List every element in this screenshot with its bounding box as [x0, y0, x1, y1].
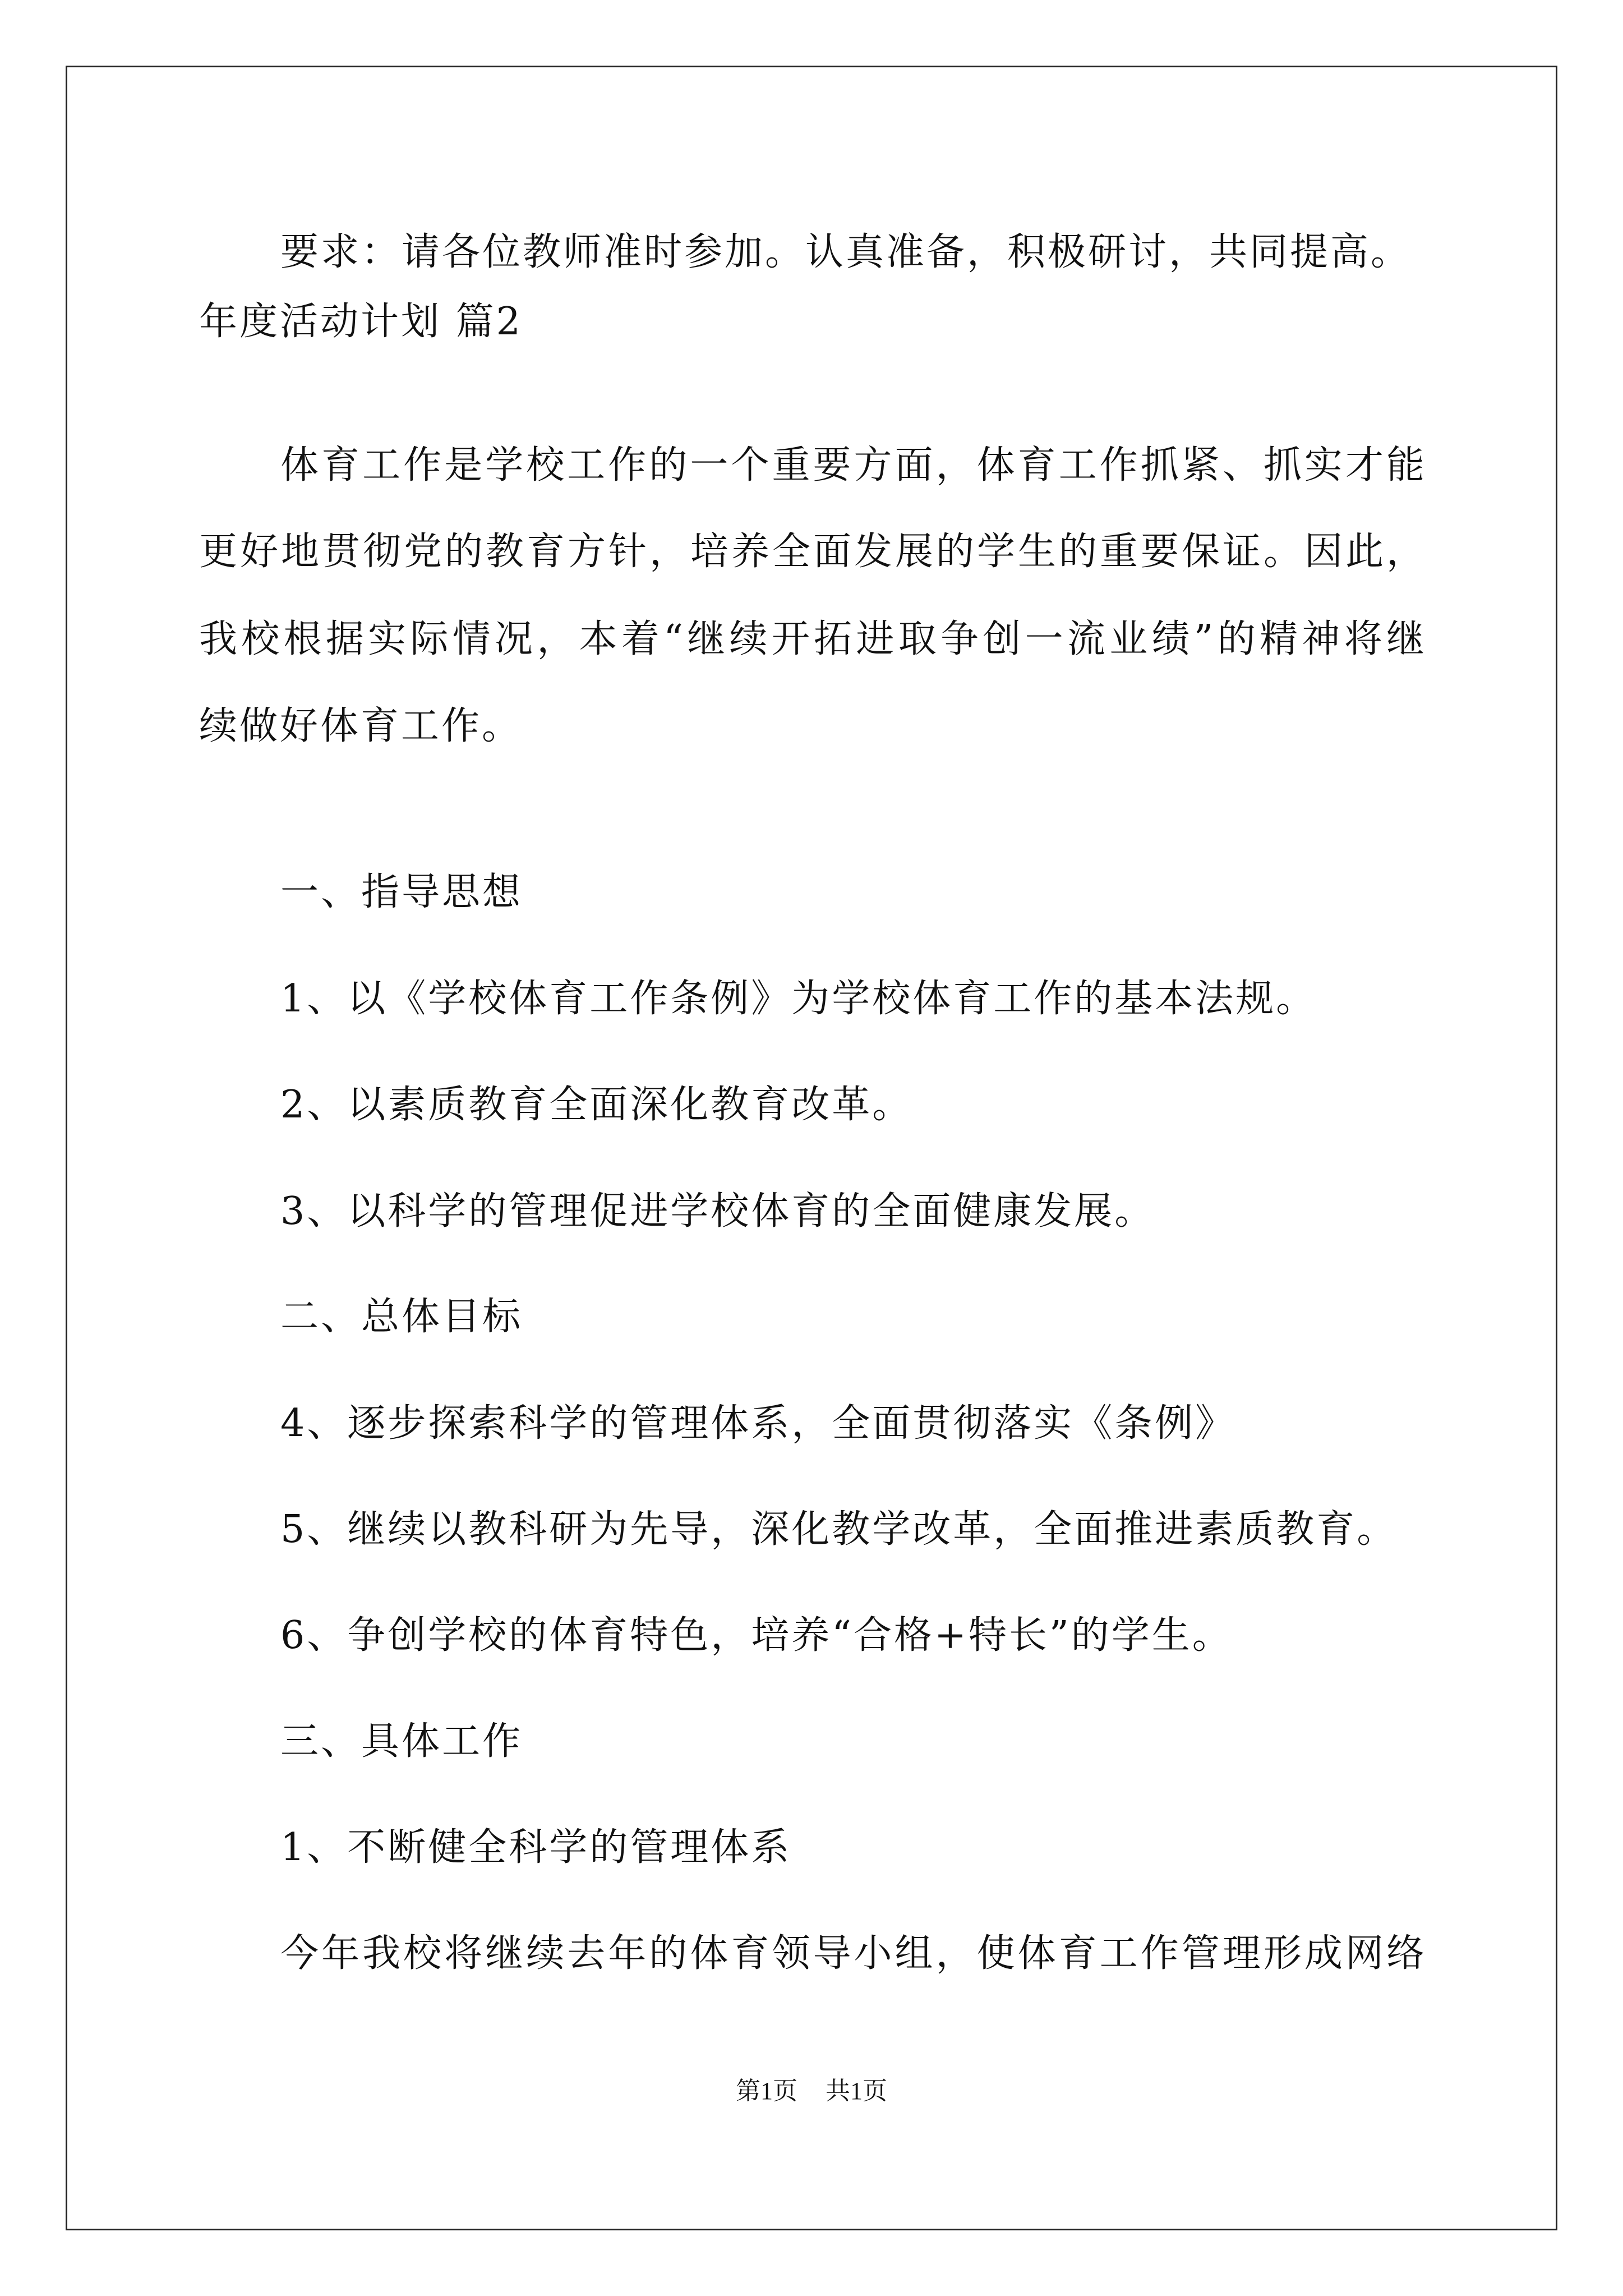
paragraph-line: 体育工作是学校工作的一个重要方面，体育工作抓紧、抓实才能 — [280, 443, 1424, 487]
paragraph-line: 我校根据实际情况，本着“继续开拓进取争创一流业绩”的精神将继 — [199, 617, 1424, 661]
requirement-line: 要求：请各位教师准时参加。认真准备，积极研讨，共同提高。 — [280, 230, 1412, 274]
page-total: 共1页 — [826, 2077, 887, 2105]
list-item: 6、争创学校的体育特色，培养“合格+特长”的学生。 — [280, 1613, 1233, 1658]
list-item: 1、不断健全科学的管理体系 — [280, 1825, 792, 1870]
list-item: 3、以科学的管理促进学校体育的全面健康发展。 — [280, 1189, 1155, 1234]
page-number: 第1页 — [736, 2077, 797, 2105]
paragraph-line: 今年我校将继续去年的体育领导小组，使体育工作管理形成网络 — [280, 1931, 1424, 1976]
list-item: 2、以素质教育全面深化教育改革。 — [280, 1083, 913, 1127]
section-title: 年度活动计划 篇2 — [199, 300, 523, 344]
paragraph-line: 更好地贯彻党的教育方针，培养全面发展的学生的重要保证。因此， — [199, 530, 1424, 574]
heading-guiding-ideology: 一、指导思想 — [280, 870, 523, 914]
list-item: 5、继续以教科研为先导，深化教学改革，全面推进素质教育。 — [280, 1507, 1398, 1552]
paragraph-line: 续做好体育工作。 — [199, 704, 523, 748]
page-border — [66, 66, 1557, 2230]
heading-specific-work: 三、具体工作 — [280, 1719, 523, 1764]
list-item: 1、以《学校体育工作条例》为学校体育工作的基本法规。 — [280, 977, 1317, 1021]
page-footer — [0, 2074, 1623, 2108]
list-item: 4、逐步探索科学的管理体系，全面贯彻落实《条例》 — [280, 1401, 1236, 1446]
heading-overall-goals: 二、总体目标 — [280, 1295, 523, 1339]
